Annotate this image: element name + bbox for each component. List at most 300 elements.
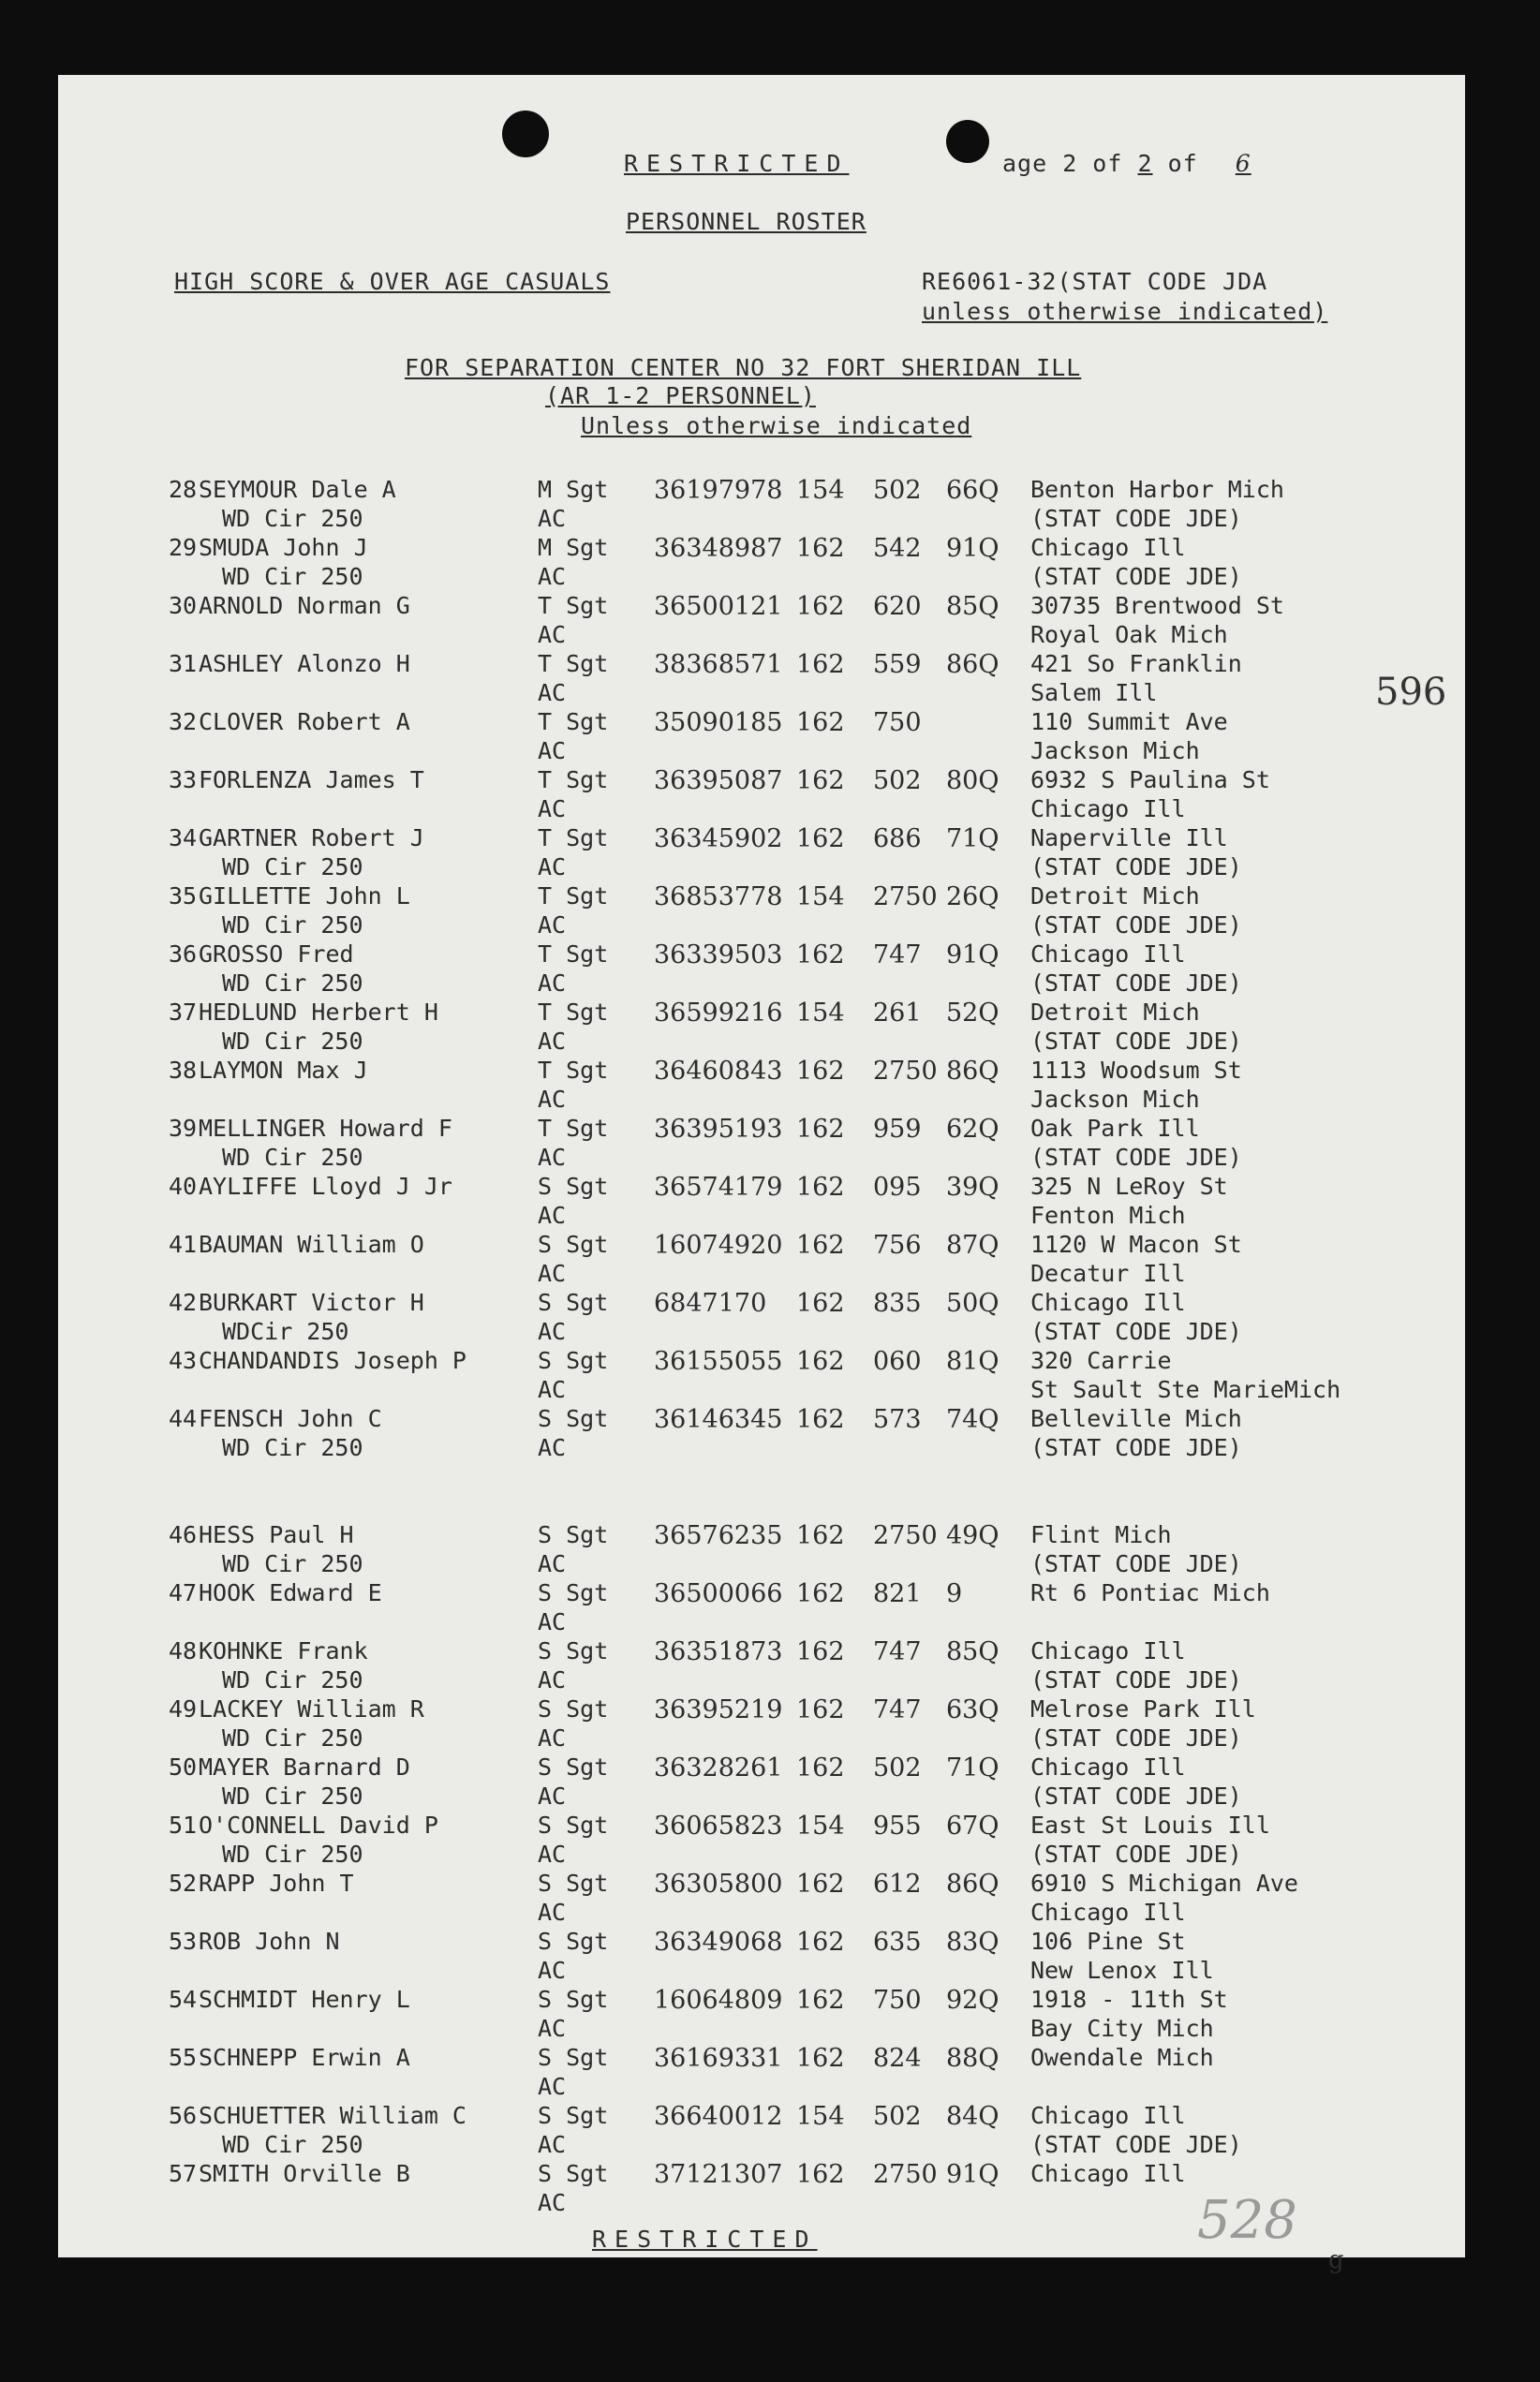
entry-number: 37 — [169, 999, 198, 1026]
mos-secondary: 261 — [873, 999, 922, 1028]
mos-code: 154 — [796, 999, 845, 1028]
rank: T Sgt — [538, 1115, 609, 1142]
mos-secondary: 502 — [873, 2102, 922, 2131]
serial-number: 37121307 — [654, 2160, 783, 2189]
restricted-footer: RESTRICTED — [592, 2226, 818, 2253]
branch-ac: AC — [538, 1086, 567, 1113]
mos-secondary: 502 — [873, 766, 922, 795]
serial-number: 36345902 — [654, 824, 783, 853]
serial-number: 36599216 — [654, 999, 783, 1028]
mos-code: 162 — [796, 650, 845, 679]
branch-ac: AC — [538, 679, 567, 706]
mos-code: 162 — [796, 1521, 845, 1550]
score: 91Q — [946, 940, 1000, 969]
mos-secondary: 747 — [873, 1695, 922, 1724]
roster-row — [58, 766, 1465, 824]
serial-number: 38368571 — [654, 650, 783, 679]
address-line-1: Chicago Ill — [1030, 2102, 1186, 2129]
branch-ac: AC — [538, 1899, 567, 1926]
serial-number: 36500066 — [654, 1579, 783, 1608]
mos-secondary: 542 — [873, 534, 922, 563]
mos-secondary: 835 — [873, 1289, 922, 1318]
mos-code: 162 — [796, 1870, 845, 1899]
side-stamp-number: 596 — [1375, 671, 1447, 714]
entry-number: 32 — [169, 708, 198, 735]
mos-secondary: 747 — [873, 1637, 922, 1666]
rank: S Sgt — [538, 2160, 609, 2187]
mos-code: 162 — [796, 534, 845, 563]
separation-center-line: FOR SEPARATION CENTER NO 32 FORT SHERIDAN ILL — [405, 354, 1082, 381]
address-line-2: (STAT CODE JDE) — [1030, 1318, 1242, 1345]
score: 67Q — [946, 1812, 1000, 1841]
entry-number: 36 — [169, 940, 198, 968]
roster-row — [58, 1115, 1465, 1173]
roster-row — [58, 476, 1465, 534]
rank: S Sgt — [538, 2102, 609, 2129]
person-name: BURKART Victor H — [199, 1289, 424, 1316]
rank: M Sgt — [538, 534, 609, 561]
branch-ac: AC — [538, 2073, 567, 2100]
address-line-1: Flint Mich — [1030, 1521, 1172, 1548]
mos-code: 162 — [796, 766, 845, 795]
mos-code: 162 — [796, 940, 845, 969]
mos-code: 162 — [796, 1289, 845, 1318]
roster-row — [58, 1870, 1465, 1928]
person-name: GARTNER Robert J — [199, 824, 424, 851]
branch-ac: AC — [538, 1841, 567, 1868]
entry-number: 48 — [169, 1637, 198, 1664]
address-line-1: East St Louis Ill — [1030, 1812, 1270, 1839]
address-line-1: Oak Park Ill — [1030, 1115, 1200, 1142]
rank: S Sgt — [538, 1405, 609, 1432]
address-line-2: (STAT CODE JDE) — [1030, 1550, 1242, 1577]
circular-ref: WD Cir 250 — [222, 505, 363, 532]
rank: T Sgt — [538, 882, 609, 910]
score: 81Q — [946, 1347, 1000, 1376]
person-name: MELLINGER Howard F — [199, 1115, 452, 1142]
address-line-2: (STAT CODE JDE) — [1030, 1724, 1242, 1752]
circular-ref: WD Cir 250 — [222, 1144, 363, 1171]
serial-number: 36853778 — [654, 882, 783, 911]
address-line-2: New Lenox Ill — [1030, 1957, 1214, 1984]
address-line-2: (STAT CODE JDE) — [1030, 1434, 1242, 1461]
branch-ac: AC — [538, 795, 567, 822]
entry-number: 53 — [169, 1928, 198, 1955]
entry-number: 29 — [169, 534, 198, 561]
rank: S Sgt — [538, 1986, 609, 2013]
score: 91Q — [946, 534, 1000, 563]
entry-number: 47 — [169, 1579, 198, 1606]
roster-row — [58, 1928, 1465, 1986]
mos-secondary: 959 — [873, 1115, 922, 1144]
score: 71Q — [946, 824, 1000, 853]
mos-code: 162 — [796, 1057, 845, 1086]
mos-secondary: 095 — [873, 1173, 922, 1202]
entry-number: 50 — [169, 1753, 198, 1781]
address-line-1: 1120 W Macon St — [1030, 1231, 1242, 1258]
address-line-1: Owendale Mich — [1030, 2044, 1214, 2071]
rank: M Sgt — [538, 476, 609, 503]
address-line-2: (STAT CODE JDE) — [1030, 1783, 1242, 1810]
page-of: of — [1167, 150, 1198, 177]
roster-row — [58, 708, 1465, 766]
branch-ac: AC — [538, 1724, 567, 1752]
score: 9 — [946, 1579, 963, 1608]
roster-row — [58, 2102, 1465, 2160]
mos-code: 162 — [796, 1579, 845, 1608]
score: 87Q — [946, 1231, 1000, 1260]
mos-secondary: 635 — [873, 1928, 922, 1957]
person-name: HOOK Edward E — [199, 1579, 382, 1606]
person-name: HESS Paul H — [199, 1521, 354, 1548]
score: 85Q — [946, 1637, 1000, 1666]
person-name: LACKEY William R — [199, 1695, 424, 1723]
address-line-1: 320 Carrie — [1030, 1347, 1172, 1374]
address-line-1: Chicago Ill — [1030, 2160, 1186, 2187]
person-name: SCHMIDT Henry L — [199, 1986, 410, 2013]
person-name: ASHLEY Alonzo H — [199, 650, 410, 677]
branch-ac: AC — [538, 2131, 567, 2158]
mos-code: 162 — [796, 1637, 845, 1666]
entry-number: 46 — [169, 1521, 198, 1548]
rank: T Sgt — [538, 1057, 609, 1084]
rank: T Sgt — [538, 592, 609, 619]
branch-ac: AC — [538, 1376, 567, 1403]
branch-ac: AC — [538, 1028, 567, 1055]
mos-secondary: 502 — [873, 476, 922, 505]
serial-number: 36500121 — [654, 592, 783, 621]
entry-number: 57 — [169, 2160, 198, 2187]
rank: S Sgt — [538, 1695, 609, 1723]
circular-ref: WD Cir 250 — [222, 2131, 363, 2158]
serial-number: 36574179 — [654, 1173, 783, 1202]
serial-number: 36305800 — [654, 1870, 783, 1899]
rank: S Sgt — [538, 1753, 609, 1781]
serial-number: 16064809 — [654, 1986, 783, 2015]
address-line-1: 421 So Franklin — [1030, 650, 1242, 677]
mos-secondary: 955 — [873, 1812, 922, 1841]
rank: T Sgt — [538, 650, 609, 677]
circular-ref: WD Cir 250 — [222, 1550, 363, 1577]
roster-row — [58, 1347, 1465, 1405]
serial-number: 36395219 — [654, 1695, 783, 1724]
score: 88Q — [946, 2044, 1000, 2073]
circular-ref: WD Cir 250 — [222, 853, 363, 880]
branch-ac: AC — [538, 1202, 567, 1229]
mos-secondary: 2750 — [873, 882, 938, 911]
person-name: ROB John N — [199, 1928, 340, 1955]
serial-number: 36395087 — [654, 766, 783, 795]
address-line-2: Decatur Ill — [1030, 1260, 1186, 1287]
address-line-2: (STAT CODE JDE) — [1030, 1666, 1242, 1694]
person-name: FENSCH John C — [199, 1405, 382, 1432]
score: 71Q — [946, 1753, 1000, 1783]
address-line-1: 325 N LeRoy St — [1030, 1173, 1228, 1200]
rank: S Sgt — [538, 1870, 609, 1897]
branch-ac: AC — [538, 2015, 567, 2042]
roster-row — [58, 824, 1465, 882]
mos-secondary: 612 — [873, 1870, 922, 1899]
address-line-2: St Sault Ste MarieMich — [1030, 1376, 1341, 1403]
mos-secondary: 824 — [873, 2044, 922, 2073]
address-line-2: (STAT CODE JDE) — [1030, 911, 1242, 939]
score: 92Q — [946, 1986, 1000, 2015]
serial-number: 36576235 — [654, 1521, 783, 1550]
branch-ac: AC — [538, 1144, 567, 1171]
circular-ref: WD Cir 250 — [222, 563, 363, 590]
mos-code: 162 — [796, 2160, 845, 2189]
branch-ac: AC — [538, 2189, 567, 2216]
serial-number: 36155055 — [654, 1347, 783, 1376]
address-line-2: Fenton Mich — [1030, 1202, 1186, 1229]
branch-ac: AC — [538, 563, 567, 590]
mos-code: 154 — [796, 2102, 845, 2131]
address-line-2: (STAT CODE JDE) — [1030, 853, 1242, 880]
reference-line-1: RE6061-32(STAT CODE JDA — [922, 268, 1268, 295]
score: 83Q — [946, 1928, 1000, 1957]
serial-number: 36348987 — [654, 534, 783, 563]
mos-code: 162 — [796, 1986, 845, 2015]
serial-number: 36395193 — [654, 1115, 783, 1144]
roster-row — [58, 1637, 1465, 1695]
roster-row — [58, 1057, 1465, 1115]
serial-number: 36349068 — [654, 1928, 783, 1957]
rank: S Sgt — [538, 1928, 609, 1955]
restricted-header: RESTRICTED — [624, 150, 850, 177]
serial-number: 36640012 — [654, 2102, 783, 2131]
mos-secondary: 2750 — [873, 1521, 938, 1550]
branch-ac: AC — [538, 1318, 567, 1345]
score: 86Q — [946, 650, 1000, 679]
address-line-1: Benton Harbor Mich — [1030, 476, 1284, 503]
entry-number: 33 — [169, 766, 198, 793]
page-label: age 2 of — [1002, 150, 1123, 177]
score: 50Q — [946, 1289, 1000, 1318]
serial-number: 36146345 — [654, 1405, 783, 1434]
address-line-1: 1113 Woodsum St — [1030, 1057, 1242, 1084]
serial-number: 36197978 — [654, 476, 783, 505]
entry-number: 49 — [169, 1695, 198, 1723]
ar-personnel-line: (AR 1-2 PERSONNEL) — [545, 382, 816, 409]
branch-ac: AC — [538, 1608, 567, 1635]
branch-ac: AC — [538, 737, 567, 764]
address-line-1: Chicago Ill — [1030, 534, 1186, 561]
circular-ref: WD Cir 250 — [222, 1841, 363, 1868]
address-line-2: Chicago Ill — [1030, 1899, 1186, 1926]
circular-ref: WDCir 250 — [222, 1318, 349, 1345]
mos-code: 162 — [796, 708, 845, 737]
address-line-1: Naperville Ill — [1030, 824, 1228, 851]
unless-indicated-line: Unless otherwise indicated — [581, 412, 972, 439]
serial-number: 36169331 — [654, 2044, 783, 2073]
mos-secondary: 750 — [873, 1986, 922, 2015]
mos-secondary: 747 — [873, 940, 922, 969]
mos-secondary: 756 — [873, 1231, 922, 1260]
rank: S Sgt — [538, 1521, 609, 1548]
roster-row — [58, 2044, 1465, 2102]
address-line-1: Chicago Ill — [1030, 1753, 1186, 1781]
mos-secondary: 821 — [873, 1579, 922, 1608]
address-line-1: Detroit Mich — [1030, 882, 1200, 910]
serial-number: 36328261 — [654, 1753, 783, 1783]
serial-number: 36460843 — [654, 1057, 783, 1086]
score: 84Q — [946, 2102, 1000, 2131]
handwritten-page-number: 528 — [1197, 2190, 1297, 2251]
score: 52Q — [946, 999, 1000, 1028]
person-name: KOHNKE Frank — [199, 1637, 368, 1664]
mos-code: 162 — [796, 1347, 845, 1376]
address-line-1: Chicago Ill — [1030, 940, 1186, 968]
address-line-1: Chicago Ill — [1030, 1289, 1186, 1316]
rank: T Sgt — [538, 824, 609, 851]
entry-number: 54 — [169, 1986, 198, 2013]
entry-number: 56 — [169, 2102, 198, 2129]
branch-ac: AC — [538, 505, 567, 532]
entry-number: 55 — [169, 2044, 198, 2071]
serial-number: 36339503 — [654, 940, 783, 969]
rank: S Sgt — [538, 1579, 609, 1606]
casuals-caption: HIGH SCORE & OVER AGE CASUALS — [174, 268, 611, 295]
person-name: GILLETTE John L — [199, 882, 410, 910]
circular-ref: WD Cir 250 — [222, 1783, 363, 1810]
mos-code: 162 — [796, 592, 845, 621]
entry-number: 41 — [169, 1231, 198, 1258]
roster-row — [58, 1231, 1465, 1289]
person-name: MAYER Barnard D — [199, 1753, 410, 1781]
person-name: LAYMON Max J — [199, 1057, 368, 1084]
entry-number: 35 — [169, 882, 198, 910]
roster-row — [58, 1695, 1465, 1753]
mos-secondary: 060 — [873, 1347, 922, 1376]
punch-hole-left — [502, 111, 549, 157]
mos-code: 162 — [796, 1405, 845, 1434]
score: 62Q — [946, 1115, 1000, 1144]
circular-ref: WD Cir 250 — [222, 1028, 363, 1055]
page-indicator — [1002, 150, 1274, 177]
mos-code: 162 — [796, 1695, 845, 1724]
roster-row — [58, 1173, 1465, 1231]
rank: S Sgt — [538, 1812, 609, 1839]
branch-ac: AC — [538, 1957, 567, 1984]
mos-code: 162 — [796, 2044, 845, 2073]
mos-code: 154 — [796, 476, 845, 505]
roster-row — [58, 650, 1465, 708]
person-name: SEYMOUR Dale A — [199, 476, 396, 503]
roster-row — [58, 1753, 1465, 1812]
address-line-1: Chicago Ill — [1030, 1637, 1186, 1664]
person-name: HEDLUND Herbert H — [199, 999, 438, 1026]
mos-secondary: 2750 — [873, 2160, 938, 2189]
address-line-2: Royal Oak Mich — [1030, 621, 1228, 648]
person-name: O'CONNELL David P — [199, 1812, 438, 1839]
address-line-1: 6932 S Paulina St — [1030, 766, 1270, 793]
rank: T Sgt — [538, 940, 609, 968]
entry-number: 40 — [169, 1173, 198, 1200]
address-line-2: (STAT CODE JDE) — [1030, 505, 1242, 532]
address-line-2: Chicago Ill — [1030, 795, 1186, 822]
rank: S Sgt — [538, 2044, 609, 2071]
address-line-2: (STAT CODE JDE) — [1030, 1144, 1242, 1171]
entry-number: 38 — [169, 1057, 198, 1084]
score: 86Q — [946, 1870, 1000, 1899]
address-line-2: Jackson Mich — [1030, 737, 1200, 764]
person-name: BAUMAN William O — [199, 1231, 424, 1258]
page-current: 2 — [1137, 150, 1153, 177]
person-name: RAPP John T — [199, 1870, 354, 1897]
address-line-2: Jackson Mich — [1030, 1086, 1200, 1113]
person-name: CLOVER Robert A — [199, 708, 410, 735]
corner-mark: g — [1328, 2246, 1344, 2274]
mos-secondary: 750 — [873, 708, 922, 737]
serial-number: 35090185 — [654, 708, 783, 737]
score: 86Q — [946, 1057, 1000, 1086]
person-name: SCHUETTER William C — [199, 2102, 466, 2129]
address-line-2: (STAT CODE JDE) — [1030, 969, 1242, 997]
mos-secondary: 2750 — [873, 1057, 938, 1086]
roster-page — [58, 75, 1465, 2274]
entry-number: 44 — [169, 1405, 198, 1432]
roster-row — [58, 940, 1465, 999]
address-line-2: (STAT CODE JDE) — [1030, 2131, 1242, 2158]
roster-title: PERSONNEL ROSTER — [626, 208, 866, 235]
reference-line-2: unless otherwise indicated) — [922, 298, 1328, 325]
roster-row — [58, 882, 1465, 940]
rank: S Sgt — [538, 1289, 609, 1316]
rank: S Sgt — [538, 1173, 609, 1200]
score: 49Q — [946, 1521, 1000, 1550]
address-line-1: 110 Summit Ave — [1030, 708, 1228, 735]
roster-row — [58, 534, 1465, 592]
circular-ref: WD Cir 250 — [222, 1724, 363, 1752]
rank: T Sgt — [538, 999, 609, 1026]
mos-code: 154 — [796, 882, 845, 911]
mos-secondary: 620 — [873, 592, 922, 621]
mos-secondary: 559 — [873, 650, 922, 679]
person-name: AYLIFFE Lloyd J Jr — [199, 1173, 452, 1200]
branch-ac: AC — [538, 1260, 567, 1287]
entry-number: 52 — [169, 1870, 198, 1897]
page-total: 6 — [1235, 150, 1251, 177]
entry-number: 34 — [169, 824, 198, 851]
roster-row — [58, 999, 1465, 1057]
score: 63Q — [946, 1695, 1000, 1724]
mos-code: 162 — [796, 1115, 845, 1144]
branch-ac: AC — [538, 1434, 567, 1461]
address-line-2: (STAT CODE JDE) — [1030, 563, 1242, 590]
person-name: ARNOLD Norman G — [199, 592, 410, 619]
address-line-1: Detroit Mich — [1030, 999, 1200, 1026]
mos-secondary: 502 — [873, 1753, 922, 1783]
serial-number: 6847170 — [654, 1289, 767, 1318]
score: 91Q — [946, 2160, 1000, 2189]
address-line-1: 1918 - 11th St — [1030, 1986, 1228, 2013]
person-name: SCHNEPP Erwin A — [199, 2044, 410, 2071]
circular-ref: WD Cir 250 — [222, 969, 363, 997]
mos-code: 162 — [796, 1173, 845, 1202]
address-line-2: (STAT CODE JDE) — [1030, 1028, 1242, 1055]
score: 80Q — [946, 766, 1000, 795]
entry-number: 39 — [169, 1115, 198, 1142]
address-line-2: Bay City Mich — [1030, 2015, 1214, 2042]
branch-ac: AC — [538, 621, 567, 648]
person-name: FORLENZA James T — [199, 766, 424, 793]
entry-number: 42 — [169, 1289, 198, 1316]
punch-hole-right — [946, 120, 989, 163]
entry-number: 30 — [169, 592, 198, 619]
rank: S Sgt — [538, 1637, 609, 1664]
roster-row — [58, 1986, 1465, 2044]
address-line-1: Rt 6 Pontiac Mich — [1030, 1579, 1270, 1606]
